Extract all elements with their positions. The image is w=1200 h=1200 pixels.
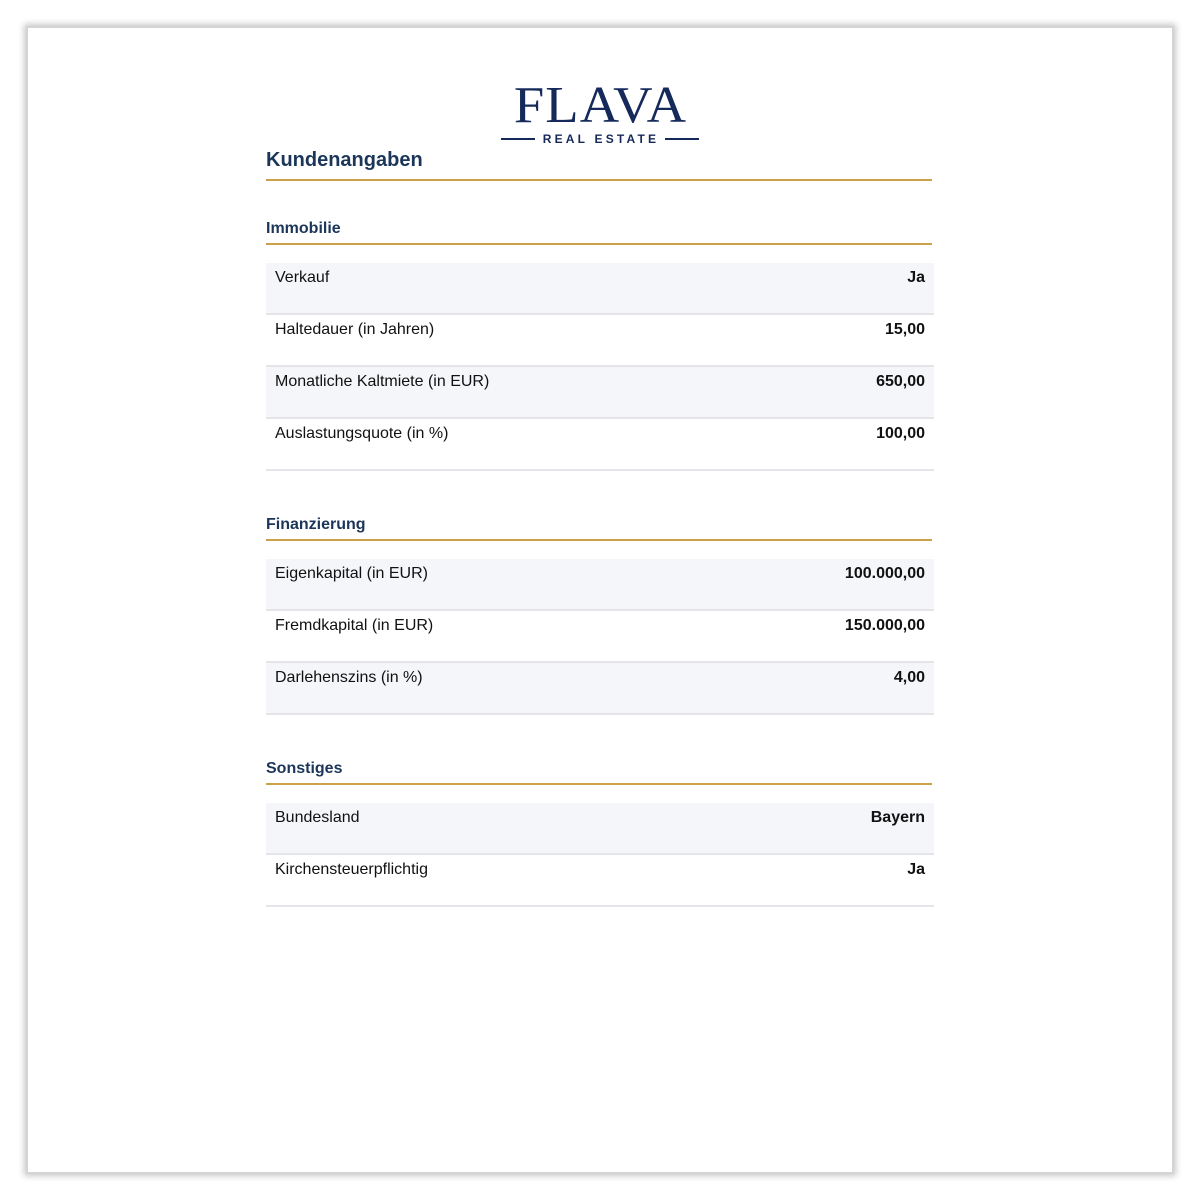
section-immobilie (266, 219, 934, 471)
detail-row (266, 611, 934, 663)
logo-rule-left (501, 138, 535, 140)
row-value: 100.000,00 (844, 565, 925, 582)
logo-subtitle: REAL ESTATE (542, 132, 660, 146)
row-label: Auslastungsquote (in %) (275, 425, 449, 442)
detail-rows (266, 803, 934, 907)
row-value: 650,00 (876, 373, 925, 390)
detail-row (266, 855, 934, 907)
row-value: Bayern (870, 809, 925, 826)
row-label: Verkauf (275, 269, 330, 286)
row-value: Ja (907, 269, 925, 286)
section-title: Finanzierung (266, 515, 932, 541)
document-page (28, 28, 1172, 1172)
section-finanzierung (266, 515, 934, 715)
customer-details (266, 148, 934, 907)
row-label: Eigenkapital (in EUR) (275, 565, 428, 582)
row-label: Monatliche Kaltmiete (in EUR) (275, 373, 490, 390)
section-title: Immobilie (266, 219, 932, 245)
detail-row (266, 263, 934, 315)
row-label: Haltedauer (in Jahren) (275, 321, 435, 338)
row-label: Kirchensteuerpflichtig (275, 861, 428, 878)
page-title: Kundenangaben (266, 148, 932, 181)
row-label: Darlehenszins (in %) (275, 669, 423, 686)
row-value: Ja (907, 861, 925, 878)
row-label: Bundesland (275, 809, 360, 826)
flava-logo (28, 77, 1172, 146)
detail-row (266, 315, 934, 367)
row-value: 4,00 (893, 669, 925, 686)
row-value: 15,00 (884, 321, 925, 338)
detail-row (266, 419, 934, 471)
detail-row (266, 559, 934, 611)
detail-rows (266, 263, 934, 471)
logo-subtitle-row (501, 132, 700, 146)
logo-wordmark: FLAVA (513, 77, 687, 134)
row-value: 150.000,00 (844, 617, 925, 634)
row-label: Fremdkapital (in EUR) (275, 617, 434, 634)
detail-row (266, 803, 934, 855)
detail-rows (266, 559, 934, 715)
section-sonstiges (266, 759, 934, 907)
detail-row (266, 367, 934, 419)
logo-rule-right (665, 138, 699, 140)
section-title: Sonstiges (266, 759, 932, 785)
detail-row (266, 663, 934, 715)
row-value: 100,00 (876, 425, 925, 442)
